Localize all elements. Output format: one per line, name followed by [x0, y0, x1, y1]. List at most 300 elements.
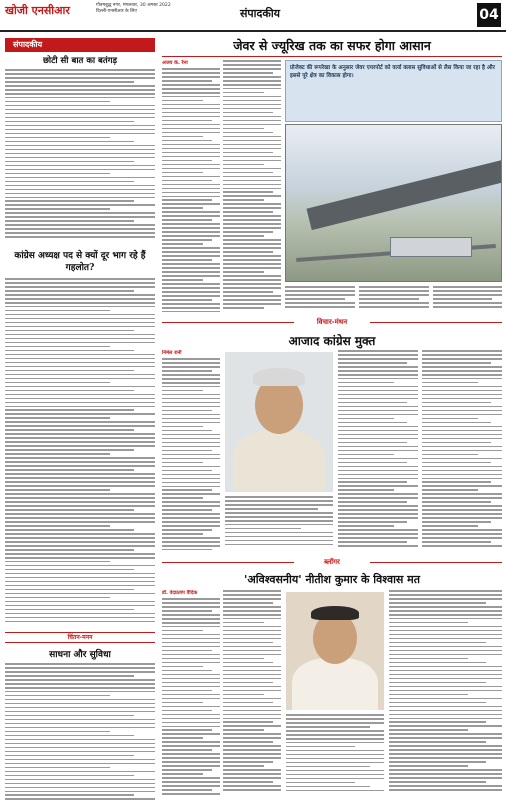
text-line [223, 749, 281, 751]
text-line [223, 650, 281, 652]
text-line [162, 729, 212, 731]
text-line [5, 469, 134, 471]
runway-shape [306, 158, 502, 230]
text-line [5, 228, 155, 230]
text-line [223, 725, 281, 727]
text-line [389, 749, 502, 751]
text-line [338, 517, 418, 519]
text-line [286, 762, 384, 764]
text-lines [225, 496, 333, 545]
text-line [5, 593, 155, 595]
text-line [223, 761, 273, 763]
text-line [433, 298, 492, 300]
text-line [162, 386, 220, 388]
text-line [5, 727, 155, 729]
text-line [5, 117, 155, 119]
text-line [5, 402, 155, 404]
text-line [338, 521, 407, 523]
text-line [389, 686, 502, 688]
text-line [162, 662, 220, 664]
text-line [223, 626, 281, 628]
story-column-2 [223, 60, 281, 312]
text-line [389, 622, 468, 624]
text-line [223, 781, 273, 783]
text-line [162, 726, 220, 728]
text-line [338, 406, 418, 408]
text-line [5, 473, 155, 475]
text-line [422, 450, 502, 452]
text-line [338, 458, 418, 460]
text-line [162, 622, 220, 624]
text-line [338, 390, 418, 392]
text-line [223, 279, 281, 281]
text-line [162, 219, 212, 221]
text-line [223, 72, 273, 74]
text-line [422, 354, 502, 356]
text-line [162, 537, 220, 539]
text-line [223, 291, 273, 293]
text-line [422, 398, 502, 400]
text-line [225, 524, 333, 526]
text-line [162, 765, 220, 767]
text-line [5, 93, 155, 95]
portrait-hair [253, 368, 305, 386]
text-line [5, 787, 155, 789]
blogger-label: ब्लॉगर [294, 556, 370, 569]
text-line [223, 307, 264, 309]
text-line [338, 354, 418, 356]
text-line [162, 255, 220, 257]
text-line [389, 761, 486, 763]
text-line [422, 501, 491, 503]
text-line [422, 430, 502, 432]
text-line [5, 294, 155, 296]
text-line [162, 650, 212, 652]
text-line [162, 215, 220, 217]
text-line [162, 239, 212, 241]
text-line [5, 453, 110, 455]
text-line [338, 505, 418, 507]
text-line [223, 160, 281, 162]
text-line [223, 104, 281, 106]
text-line [162, 124, 220, 126]
vichar-column-3 [338, 350, 418, 550]
text-line [5, 398, 155, 400]
text-line [5, 759, 155, 761]
text-line [223, 188, 281, 190]
text-line [422, 537, 502, 539]
text-line [162, 303, 220, 305]
text-line [5, 338, 155, 340]
text-line [162, 446, 220, 448]
story-column-1 [162, 60, 220, 312]
text-line [5, 585, 155, 587]
text-lines [223, 590, 281, 791]
text-line [223, 785, 281, 787]
text-line [5, 565, 155, 567]
text-line [389, 670, 502, 672]
text-line [162, 426, 203, 428]
text-line [389, 777, 502, 779]
text-line [162, 749, 212, 751]
text-line [162, 442, 220, 444]
text-line [338, 446, 418, 448]
text-line [389, 725, 502, 727]
text-line [223, 634, 281, 636]
text-line [223, 227, 281, 229]
text-line [162, 777, 220, 779]
text-line [5, 715, 134, 717]
text-line [5, 613, 155, 615]
text-line [223, 251, 273, 253]
text-line [162, 501, 220, 503]
text-line [223, 176, 281, 178]
text-line [389, 606, 502, 608]
text-line [286, 770, 384, 772]
text-line [286, 786, 370, 788]
text-line [338, 450, 418, 452]
text-line [223, 666, 281, 668]
text-line [162, 192, 220, 194]
text-line [5, 77, 155, 79]
text-line [162, 251, 220, 253]
text-line [5, 465, 155, 467]
text-line [5, 767, 110, 769]
text-line [162, 362, 220, 364]
text-line [433, 290, 502, 292]
text-line [389, 769, 502, 771]
text-line [5, 109, 155, 111]
text-line [162, 414, 220, 416]
text-line [162, 486, 220, 488]
text-line [338, 454, 394, 456]
text-line [223, 303, 281, 305]
text-line [162, 438, 220, 440]
text-line [5, 521, 155, 523]
story-column-3 [285, 286, 355, 312]
editorial-title: छोटी सी बात का बतंगड़ [42, 56, 118, 66]
blogger-column-4 [389, 590, 502, 795]
text-line [359, 306, 429, 308]
text-line [162, 76, 220, 78]
text-line [223, 710, 281, 712]
text-line [389, 638, 502, 640]
text-line [422, 489, 478, 491]
text-line [338, 545, 418, 547]
text-line [5, 699, 155, 701]
text-line [223, 694, 264, 696]
text-line [5, 406, 155, 408]
text-line [422, 394, 502, 396]
text-line [162, 136, 203, 138]
text-lines [422, 350, 502, 547]
text-line [5, 204, 155, 206]
text-line [5, 461, 155, 463]
vichar-band [162, 316, 502, 329]
text-line [223, 255, 281, 257]
text-line [162, 710, 212, 712]
text-line [162, 517, 220, 519]
text-line [389, 594, 502, 596]
text-line [223, 670, 281, 672]
text-line [162, 88, 220, 90]
text-line [5, 695, 110, 697]
text-line [5, 671, 155, 673]
text-line [5, 282, 155, 284]
text-line [5, 165, 155, 167]
editorial-body [5, 69, 155, 244]
text-line [162, 223, 220, 225]
text-line [162, 291, 220, 293]
text-line [389, 630, 502, 632]
text-line [162, 247, 220, 249]
text-line [162, 529, 212, 531]
blogger-column-3b [286, 714, 384, 795]
text-line [223, 180, 281, 182]
text-line [422, 545, 502, 547]
blogger-column-2 [223, 590, 281, 795]
text-line [359, 294, 429, 296]
text-line [162, 132, 220, 134]
text-line [5, 609, 134, 611]
text-line [162, 470, 212, 472]
dateline [96, 3, 246, 15]
text-line [389, 658, 468, 660]
text-line [5, 731, 110, 733]
text-line [223, 777, 281, 779]
text-line [338, 525, 394, 527]
text-line [162, 450, 212, 452]
text-line [162, 390, 203, 392]
text-line [5, 601, 155, 603]
text-line [5, 101, 110, 103]
text-line [5, 675, 134, 677]
text-line [223, 156, 281, 158]
text-line [223, 674, 281, 676]
text-line [162, 466, 220, 468]
text-line [162, 112, 220, 114]
text-line [162, 638, 220, 640]
text-line [5, 791, 155, 793]
text-line [422, 478, 502, 480]
text-line [389, 662, 486, 664]
text-line [422, 493, 502, 495]
text-line [162, 211, 220, 213]
text-line [223, 88, 281, 90]
text-line [5, 200, 134, 202]
text-line [422, 390, 502, 392]
text-line [223, 68, 281, 70]
text-line [389, 753, 502, 755]
text-line [162, 235, 220, 237]
text-line [5, 561, 110, 563]
text-line [5, 334, 155, 336]
text-line [389, 710, 502, 712]
vichar-column-4 [422, 350, 502, 550]
text-line [223, 630, 281, 632]
text-line [162, 275, 220, 277]
text-line [223, 263, 281, 265]
story-byline: अजय के. रैना [162, 60, 188, 66]
text-line [162, 533, 203, 535]
text-line [338, 350, 418, 352]
text-line [5, 330, 134, 332]
text-line [5, 501, 155, 503]
text-line [389, 618, 502, 620]
text-line [338, 370, 418, 372]
text-line [223, 164, 264, 166]
text-line [225, 496, 333, 498]
text-line [162, 478, 220, 480]
text-line [162, 263, 220, 265]
text-line [5, 417, 110, 419]
text-line [223, 658, 264, 660]
text-line [338, 374, 418, 376]
text-line [223, 741, 273, 743]
azad-portrait [225, 352, 333, 492]
text-line [162, 698, 220, 700]
text-line [389, 702, 486, 704]
text-line [5, 141, 134, 143]
text-line [162, 128, 220, 130]
text-line [223, 231, 273, 233]
text-line [5, 605, 155, 607]
text-line [5, 121, 134, 123]
text-line [389, 694, 468, 696]
text-line [225, 512, 333, 514]
text-line [223, 223, 281, 225]
text-lines [162, 598, 220, 795]
text-line [338, 466, 418, 468]
text-line [223, 267, 281, 269]
text-line [5, 735, 134, 737]
text-line [162, 92, 220, 94]
text-line [162, 80, 212, 82]
text-line [5, 691, 155, 693]
text-line [162, 521, 220, 523]
text-line [338, 541, 407, 543]
text-line [223, 132, 273, 134]
text-line [338, 474, 418, 476]
text-line [338, 362, 407, 364]
text-line [223, 646, 281, 648]
text-line [223, 789, 281, 791]
text-line [162, 654, 220, 656]
text-line [5, 707, 155, 709]
text-line [389, 642, 486, 644]
text-line [286, 774, 384, 776]
text-line [162, 714, 220, 716]
text-line [223, 714, 281, 716]
text-line [162, 68, 220, 70]
text-line [223, 168, 281, 170]
text-line [162, 358, 220, 360]
text-line [338, 442, 407, 444]
text-lines [433, 286, 502, 308]
dateline-date: गौतमबुद्ध नगर, मंगलवार, 30 अगस्त 2022 [96, 3, 171, 8]
text-line [422, 362, 491, 364]
text-line [5, 581, 155, 583]
text-line [5, 236, 155, 238]
text-line [5, 485, 155, 487]
text-line [5, 374, 155, 376]
text-line [286, 734, 384, 736]
text-line [5, 224, 155, 226]
text-line [223, 112, 273, 114]
text-line [162, 493, 220, 495]
text-line [5, 425, 155, 427]
text-line [338, 358, 418, 360]
text-line [422, 370, 502, 372]
text-line [389, 650, 502, 652]
text-line [162, 144, 220, 146]
text-lines [338, 350, 418, 547]
text-line [5, 537, 155, 539]
text-line [162, 549, 212, 550]
text-line [389, 666, 502, 668]
text-line [5, 755, 134, 757]
text-line [5, 157, 155, 159]
text-line [162, 287, 220, 289]
text-line [389, 590, 502, 592]
text-line [162, 642, 220, 644]
text-line [338, 481, 407, 483]
text-line [433, 302, 502, 304]
text-line [162, 188, 220, 190]
text-line [223, 745, 281, 747]
text-line [5, 557, 155, 559]
text-line [223, 195, 281, 197]
text-line [338, 410, 418, 412]
text-line [162, 718, 220, 720]
text-line [223, 662, 273, 664]
text-line [5, 278, 155, 280]
text-line [5, 489, 110, 491]
terminal-shape [390, 237, 472, 257]
text-line [162, 100, 203, 102]
text-line [389, 714, 502, 716]
text-line [5, 382, 110, 384]
text-line [5, 173, 110, 175]
text-line [162, 482, 220, 484]
text-line [338, 489, 394, 491]
text-line [162, 116, 220, 118]
text-line [5, 441, 155, 443]
text-line [389, 598, 502, 600]
text-line [5, 533, 155, 535]
text-line [223, 144, 281, 146]
text-line [223, 590, 281, 592]
text-line [422, 533, 502, 535]
text-line [286, 778, 384, 780]
text-line [223, 235, 264, 237]
text-line [162, 541, 220, 543]
text-line [5, 779, 155, 781]
text-line [162, 299, 212, 301]
text-line [338, 513, 418, 515]
text-line [338, 430, 418, 432]
chintan-tag: चिंतन-मनन [5, 632, 155, 643]
text-line [162, 722, 220, 724]
text-line [286, 726, 370, 728]
newspaper-brand: खोजी एनसीआर [5, 4, 70, 17]
text-line [389, 773, 502, 775]
text-line [223, 706, 281, 708]
text-line [223, 299, 281, 301]
blogger-headline: 'अविश्वसनीय' नीतीश कुमार के विश्वास मत [243, 573, 421, 586]
text-line [5, 69, 155, 71]
headline-rule [162, 56, 502, 57]
